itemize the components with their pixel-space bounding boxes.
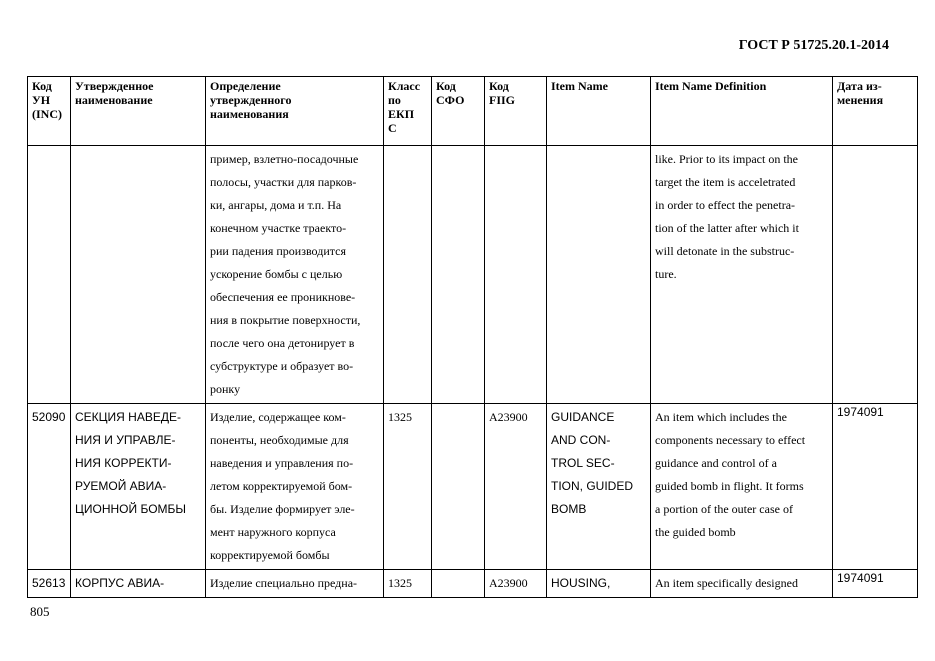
cell-class: [384, 404, 432, 570]
text-line: ture.: [655, 267, 677, 281]
cell-item-definition: [651, 404, 833, 570]
cell-date: [833, 404, 918, 570]
cell-sfo: [432, 146, 485, 404]
page-number: 805: [30, 604, 50, 619]
cell-name: [71, 404, 206, 570]
cell-name: [71, 570, 206, 598]
text-line: GUIDANCE: [551, 410, 615, 424]
text-line: 52613: [32, 576, 66, 590]
text-line: полосы, участки для парков-: [210, 175, 357, 189]
text-line: An item specifically designed: [655, 576, 798, 590]
cell-definition: [206, 404, 384, 570]
text-line: target the item is acceletrated: [655, 175, 796, 189]
text-line: the guided bomb: [655, 525, 736, 539]
cell-definition: [206, 570, 384, 598]
text-line: ЦИОННОЙ БОМБЫ: [75, 502, 187, 516]
text-line: 52090: [32, 410, 66, 424]
cell-class: [384, 570, 432, 598]
text-line: An item which includes the: [655, 410, 787, 424]
text-line: Код: [32, 79, 52, 93]
text-line: Изделие, содержащее ком-: [210, 410, 346, 424]
text-line: Изделие специально предна-: [210, 576, 358, 590]
text-line: корректируемой бомбы: [210, 548, 330, 562]
text-line: Утвержденное: [75, 79, 154, 93]
cell-item-name: [547, 570, 651, 598]
text-line: HOUSING,: [551, 576, 611, 590]
text-line: КОРПУС АВИА-: [75, 576, 165, 590]
table-row: [28, 570, 918, 598]
cell-name: [71, 146, 206, 404]
column-header: [547, 77, 651, 146]
text-line: С: [388, 121, 397, 135]
text-line: ЕКП: [388, 107, 415, 121]
cell-item-definition: [651, 570, 833, 598]
text-line: Item Name Definition: [655, 79, 767, 93]
cell-item-definition: [651, 146, 833, 404]
text-line: наименования: [210, 107, 289, 121]
text-line: guidance and control of a: [655, 456, 777, 470]
text-line: Определение: [210, 79, 281, 93]
cell-sfo: [432, 570, 485, 598]
text-line: BOMB: [551, 502, 587, 516]
text-line: утвержденного: [210, 93, 292, 107]
text-line: бы. Изделие формирует эле-: [210, 502, 355, 516]
column-header: [432, 77, 485, 146]
column-header: [71, 77, 206, 146]
document-code: ГОСТ Р 51725.20.1-2014: [738, 38, 889, 53]
cell-code: [28, 404, 71, 570]
cell-date: [833, 570, 918, 598]
cell-fiig: [485, 570, 547, 598]
text-line: 1974091: [837, 405, 884, 419]
text-line: 1325: [388, 576, 412, 590]
text-line: FIIG: [489, 93, 516, 107]
text-line: a portion of the outer case of: [655, 502, 793, 516]
text-line: СЕКЦИЯ НАВЕДЕ-: [75, 410, 181, 424]
text-line: Код: [489, 79, 509, 93]
text-line: по: [388, 93, 401, 107]
text-line: поненты, необходимые для: [210, 433, 349, 447]
table-body: [28, 146, 918, 598]
text-line: рии падения производится: [210, 244, 346, 258]
text-line: components necessary to effect: [655, 433, 806, 447]
text-line: Класс: [388, 79, 421, 93]
text-line: УН: [32, 93, 51, 107]
text-line: will detonate in the substruc-: [655, 244, 795, 258]
text-line: СФО: [436, 93, 465, 107]
text-line: НИЯ И УПРАВЛЕ-: [75, 433, 176, 447]
text-line: пример, взлетно-посадочные: [210, 152, 359, 166]
text-line: обеспечения ее проникнове-: [210, 290, 356, 304]
catalog-table: [27, 76, 918, 598]
cell-definition: [206, 146, 384, 404]
cell-item-name: [547, 146, 651, 404]
text-line: tion of the latter after which it: [655, 221, 799, 235]
table-row: [28, 146, 918, 404]
text-line: TION, GUIDED: [551, 479, 634, 493]
table-row: [28, 404, 918, 570]
column-header: [833, 77, 918, 146]
text-line: наименование: [75, 93, 153, 107]
column-header: [651, 77, 833, 146]
text-line: ки, ангары, дома и т.п. На: [210, 198, 342, 212]
text-line: in order to effect the penetra-: [655, 198, 796, 212]
text-line: наведения и управления по-: [210, 456, 354, 470]
text-line: 1974091: [837, 571, 884, 585]
text-line: менения: [837, 93, 884, 107]
text-line: конечном участке траекто-: [210, 221, 347, 235]
text-line: A23900: [489, 576, 528, 590]
column-header: [206, 77, 384, 146]
text-line: 1325: [388, 410, 412, 424]
text-line: ния в покрытие поверхности,: [210, 313, 361, 327]
cell-item-name: [547, 404, 651, 570]
column-header: [384, 77, 432, 146]
text-line: guided bomb in flight. It forms: [655, 479, 804, 493]
text-line: (INC): [32, 107, 62, 121]
cell-code: [28, 146, 71, 404]
cell-class: [384, 146, 432, 404]
text-line: like. Prior to its impact on the: [655, 152, 798, 166]
text-line: субструктуре и образует во-: [210, 359, 354, 373]
cell-fiig: [485, 146, 547, 404]
cell-fiig: [485, 404, 547, 570]
text-line: летом корректируемой бом-: [210, 479, 353, 493]
cell-date: [833, 146, 918, 404]
text-line: A23900: [489, 410, 528, 424]
text-line: ускорение бомбы с целью: [210, 267, 343, 281]
text-line: мент наружного корпуса: [210, 525, 336, 539]
header-row: [28, 77, 918, 146]
column-header: [485, 77, 547, 146]
text-line: TROL SEC-: [551, 456, 615, 470]
text-line: после чего она детонирует в: [210, 336, 355, 350]
column-header: [28, 77, 71, 146]
text-line: РУЕМОЙ АВИА-: [75, 479, 167, 493]
text-line: AND CON-: [551, 433, 611, 447]
cell-code: [28, 570, 71, 598]
text-line: НИЯ КОРРЕКТИ-: [75, 456, 172, 470]
text-line: Дата из-: [837, 79, 882, 93]
text-line: ронку: [210, 382, 241, 396]
text-line: Код: [436, 79, 456, 93]
cell-sfo: [432, 404, 485, 570]
text-line: Item Name: [551, 79, 608, 93]
